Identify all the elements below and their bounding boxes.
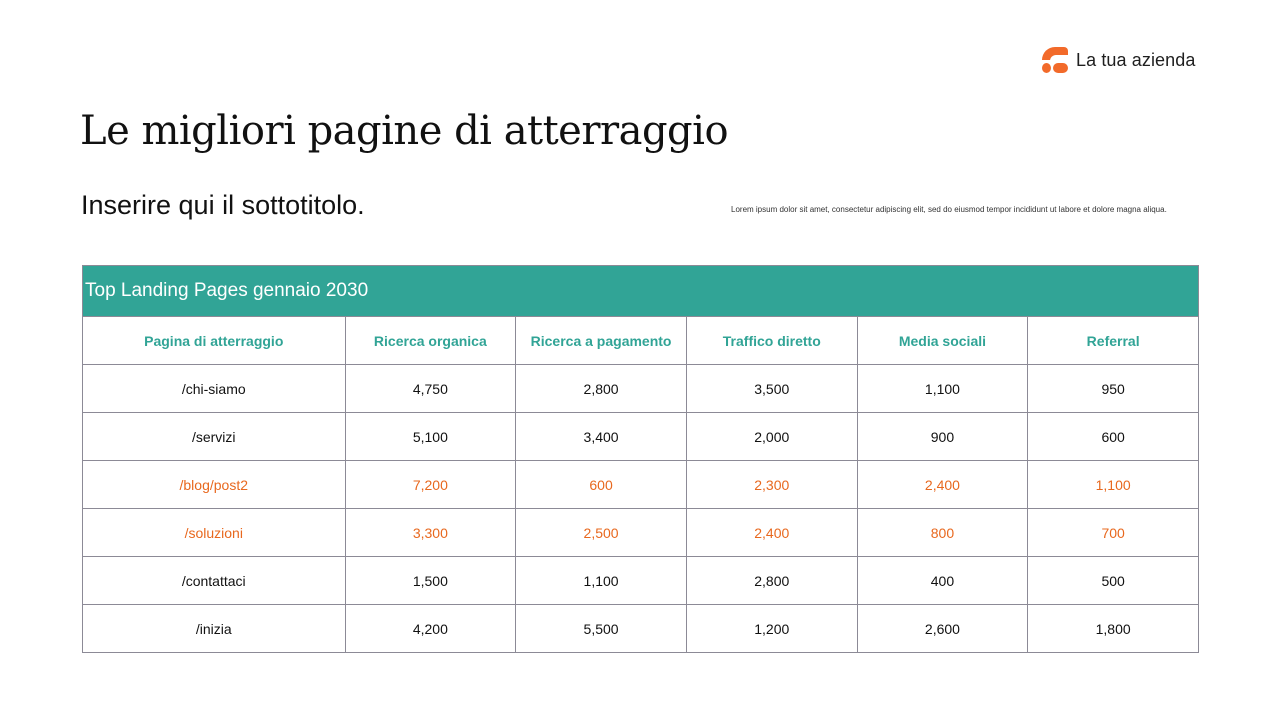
- cell-direct: 2,000: [686, 413, 857, 461]
- cell-social: 400: [857, 557, 1028, 605]
- cell-referral: 500: [1028, 557, 1199, 605]
- company-logo-icon: [1042, 47, 1068, 74]
- cell-social: 2,600: [857, 605, 1028, 653]
- table-row: [83, 365, 1199, 413]
- cell-organic: 4,750: [345, 365, 516, 413]
- cell-referral: 700: [1028, 509, 1199, 557]
- cell-paid: 2,500: [516, 509, 687, 557]
- company-name: La tua azienda: [1076, 50, 1196, 70]
- cell-page: /blog/post2: [83, 461, 346, 509]
- cell-social: 800: [857, 509, 1028, 557]
- cell-paid: 1,100: [516, 557, 687, 605]
- cell-organic: 5,100: [345, 413, 516, 461]
- body-text: Lorem ipsum dolor sit amet, consectetur adipiscing elit, sed do eiusmod tempor incididunt ut labore et dolore magna aliqua.: [731, 205, 1167, 214]
- cell-direct: 2,400: [686, 509, 857, 557]
- cell-page: /servizi: [83, 413, 346, 461]
- cell-direct: 1,200: [686, 605, 857, 653]
- company-logo: [1042, 47, 1196, 74]
- cell-social: 900: [857, 413, 1028, 461]
- column-header-landing-page: Pagina di atterraggio: [83, 317, 346, 365]
- cell-organic: 1,500: [345, 557, 516, 605]
- cell-paid: 5,500: [516, 605, 687, 653]
- cell-paid: 600: [516, 461, 687, 509]
- cell-page: /inizia: [83, 605, 346, 653]
- page-title: Le migliori pagine di atterraggio: [80, 108, 729, 154]
- cell-referral: 950: [1028, 365, 1199, 413]
- page-subtitle: Inserire qui il sottotitolo.: [81, 190, 365, 220]
- cell-referral: 600: [1028, 413, 1199, 461]
- cell-page: /chi-siamo: [83, 365, 346, 413]
- table-row: [83, 557, 1199, 605]
- cell-organic: 7,200: [345, 461, 516, 509]
- cell-direct: 3,500: [686, 365, 857, 413]
- cell-organic: 4,200: [345, 605, 516, 653]
- column-header-social-media: Media sociali: [857, 317, 1028, 365]
- column-header-paid-search: Ricerca a pagamento: [516, 317, 687, 365]
- cell-direct: 2,800: [686, 557, 857, 605]
- column-header-organic-search: Ricerca organica: [345, 317, 516, 365]
- column-header-direct-traffic: Traffico diretto: [686, 317, 857, 365]
- cell-direct: 2,300: [686, 461, 857, 509]
- cell-social: 2,400: [857, 461, 1028, 509]
- cell-paid: 2,800: [516, 365, 687, 413]
- cell-page: /soluzioni: [83, 509, 346, 557]
- table-row-highlighted: [83, 461, 1199, 509]
- cell-paid: 3,400: [516, 413, 687, 461]
- table-row-highlighted: [83, 509, 1199, 557]
- cell-organic: 3,300: [345, 509, 516, 557]
- table-caption: Top Landing Pages gennaio 2030: [83, 266, 1199, 317]
- cell-referral: 1,100: [1028, 461, 1199, 509]
- cell-social: 1,100: [857, 365, 1028, 413]
- table-header-row: [83, 317, 1199, 365]
- landing-pages-table: [82, 265, 1199, 653]
- cell-referral: 1,800: [1028, 605, 1199, 653]
- table-row: [83, 605, 1199, 653]
- cell-page: /contattaci: [83, 557, 346, 605]
- table-row: [83, 413, 1199, 461]
- column-header-referral: Referral: [1028, 317, 1199, 365]
